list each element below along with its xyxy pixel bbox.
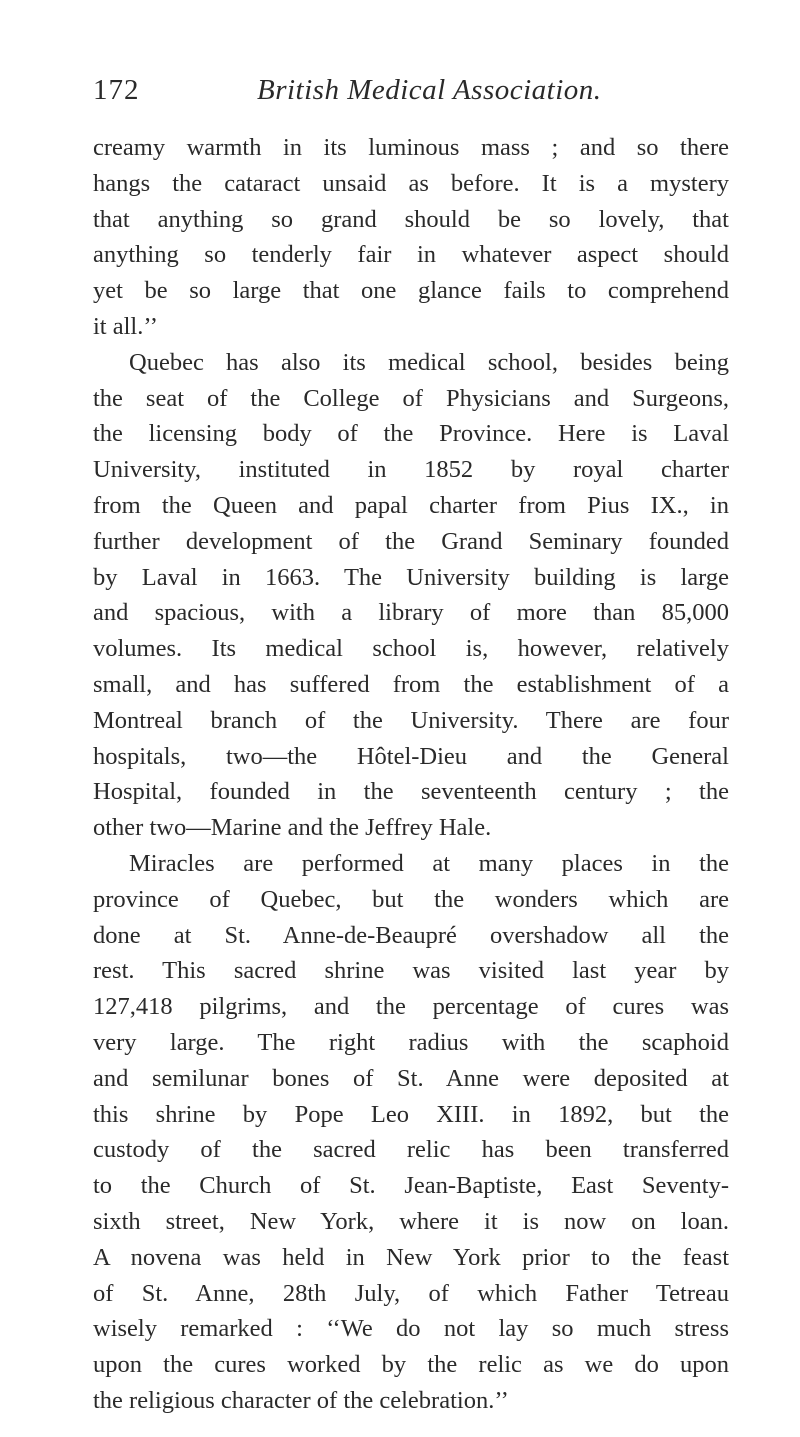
text-line: it all.’’ <box>93 312 158 340</box>
text-line: of St. Anne, 28th July, of which Father Tetreau <box>93 1279 729 1307</box>
text-line: Hospital, founded in the seventeenth century ; the <box>93 778 729 806</box>
text-line: volumes. Its medical school is, however, relatively <box>93 635 729 663</box>
paragraph-start-line: Quebec has also its medical school, besides being <box>129 348 729 376</box>
page-number: 172 <box>93 74 140 106</box>
text-line: wisely remarked : ‘‘We do not lay so much stress <box>93 1315 729 1343</box>
text-line: small, and has suffered from the establishment of a <box>93 670 729 698</box>
body-text <box>93 130 729 1419</box>
text-line: hangs the cataract unsaid as before. It is a mystery <box>93 169 729 197</box>
text-line: Montreal branch of the University. There are four <box>93 706 729 734</box>
text-line: and semilunar bones of St. Anne were deposited at <box>93 1064 729 1092</box>
text-line: further development of the Grand Seminary founded <box>93 527 729 555</box>
running-title: British Medical Association. <box>257 74 602 106</box>
text-line: yet be so large that one glance fails to comprehend <box>93 277 729 305</box>
text-line: by Laval in 1663. The University building is large <box>93 563 729 591</box>
text-line: that anything so grand should be so lovely, that <box>93 205 729 233</box>
text-line: hospitals, two—the Hôtel-Dieu and the General <box>93 742 729 770</box>
text-line: from the Queen and papal charter from Pius IX., in <box>93 491 729 519</box>
text-line: 127,418 pilgrims, and the percentage of cures was <box>93 993 729 1021</box>
text-line: to the Church of St. Jean-Baptiste, East Seventy- <box>93 1172 729 1200</box>
text-line: done at St. Anne-de-Beaupré overshadow all the <box>93 921 729 949</box>
text-line: University, instituted in 1852 by royal charter <box>93 456 729 484</box>
text-line: A novena was held in New York prior to the feast <box>93 1243 729 1271</box>
text-line: upon the cures worked by the relic as we do upon <box>93 1351 729 1379</box>
text-line: province of Quebec, but the wonders which are <box>93 885 729 913</box>
text-line: anything so tenderly fair in whatever aspect should <box>93 241 729 269</box>
page-header <box>93 74 733 114</box>
text-line: rest. This sacred shrine was visited last year by <box>93 957 729 985</box>
text-line: other two—Marine and the Jeffrey Hale. <box>93 814 492 842</box>
text-line: the religious character of the celebration.’’ <box>93 1386 509 1414</box>
text-line: creamy warmth in its luminous mass ; and so there <box>93 134 729 161</box>
text-line: and spacious, with a library of more than 85,000 <box>93 599 729 627</box>
text-line: the seat of the College of Physicians and Surgeons, <box>93 384 729 412</box>
text-line: sixth street, New York, where it is now on loan. <box>93 1207 729 1235</box>
text-line: the licensing body of the Province. Here is Laval <box>93 420 729 448</box>
text-line: very large. The right radius with the scaphoid <box>93 1028 729 1056</box>
text-line: custody of the sacred relic has been transferred <box>93 1136 729 1164</box>
text-line: this shrine by Pope Leo XIII. in 1892, but the <box>93 1100 729 1128</box>
paragraph-start-line: Miracles are performed at many places in the <box>129 849 729 877</box>
